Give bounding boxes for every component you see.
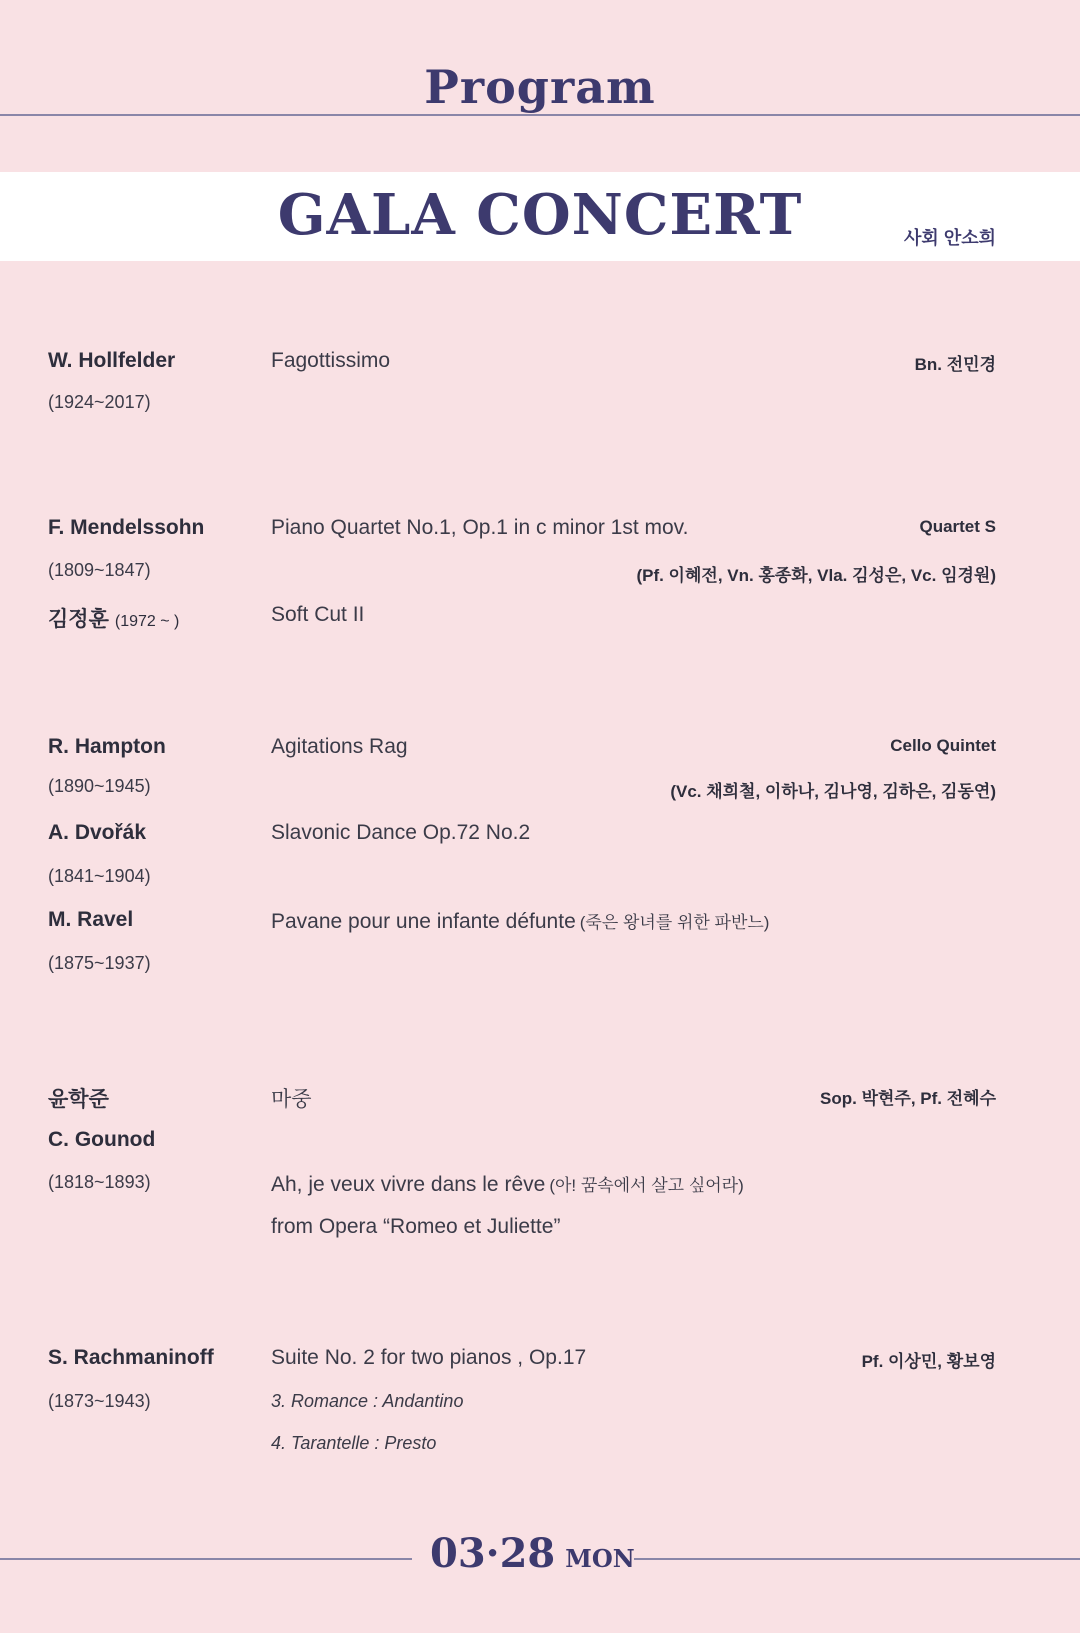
composer-name-text: 김정훈 xyxy=(48,608,109,631)
work-title-text: Pavane pour une infante défunte xyxy=(271,910,576,933)
work-title-text: Ah, je veux vivre dans le rêve xyxy=(271,1173,546,1196)
ensemble-members: (Vc. 채희철, 이하나, 김나영, 김하은, 김동연) xyxy=(670,782,996,801)
work-title: Slavonic Dance Op.72 No.2 xyxy=(271,821,531,844)
composer-name: F. Mendelssohn xyxy=(48,516,205,539)
composer-name xyxy=(48,603,179,633)
work-source: from Opera “Romeo et Juliette” xyxy=(271,1215,561,1238)
work-title xyxy=(271,1171,744,1197)
work-title: Agitations Rag xyxy=(271,735,408,758)
composer-name: R. Hampton xyxy=(48,735,166,758)
composer-name: 윤학준 xyxy=(48,1088,109,1111)
performer: Sop. 박현주, Pf. 전혜수 xyxy=(820,1089,996,1108)
work-translation: (아! 꿈속에서 살고 싶어라) xyxy=(549,1176,744,1195)
work-title: Suite No. 2 for two pianos , Op.17 xyxy=(271,1346,587,1369)
composer-years: (1873~1943) xyxy=(48,1391,151,1411)
concert-date xyxy=(430,1530,635,1577)
work-title: Fagottissimo xyxy=(271,349,391,372)
ensemble-name: Cello Quintet xyxy=(890,736,996,755)
composer-name: C. Gounod xyxy=(48,1128,156,1151)
date-text: 03·28 xyxy=(430,1530,556,1577)
movement: 3. Romance : Andantino xyxy=(271,1391,464,1411)
composer-years: (1972 ~ ) xyxy=(114,613,180,630)
work-title: Piano Quartet No.1, Op.1 in c minor 1st mov. xyxy=(271,516,689,539)
composer-years: (1924~2017) xyxy=(48,392,151,412)
work-title: 마중 xyxy=(271,1088,312,1111)
performer: Bn. 전민경 xyxy=(914,355,996,374)
composer-name: A. Dvořák xyxy=(48,821,147,844)
composer-years: (1875~1937) xyxy=(48,953,151,973)
ensemble-members: (Pf. 이혜전, Vn. 홍종화, Vla. 김성은, Vc. 임경원) xyxy=(636,566,996,585)
footer-divider-right xyxy=(634,1558,1080,1560)
day-of-week: MON xyxy=(565,1544,635,1573)
composer-years: (1890~1945) xyxy=(48,776,151,796)
concert-title: GALA CONCERT xyxy=(277,182,803,248)
header-divider xyxy=(0,114,1080,116)
movement: 4. Tarantelle : Presto xyxy=(271,1433,437,1453)
composer-name: W. Hollfelder xyxy=(48,349,176,372)
footer-divider-left xyxy=(0,1558,412,1560)
composer-name: M. Ravel xyxy=(48,908,134,931)
composer-years: (1841~1904) xyxy=(48,866,151,886)
composer-years: (1818~1893) xyxy=(48,1172,151,1192)
composer-years: (1809~1847) xyxy=(48,560,151,580)
ensemble-name: Quartet S xyxy=(919,517,996,536)
work-title: Soft Cut II xyxy=(271,603,365,626)
composer-name: S. Rachmaninoff xyxy=(48,1346,214,1369)
work-translation: (죽은 왕녀를 위한 파반느) xyxy=(579,913,770,932)
work-title xyxy=(271,908,769,934)
host-credit: 사회 안소희 xyxy=(904,228,996,248)
program-title: Program xyxy=(424,60,656,114)
performer: Pf. 이상민, 황보영 xyxy=(861,1352,996,1371)
